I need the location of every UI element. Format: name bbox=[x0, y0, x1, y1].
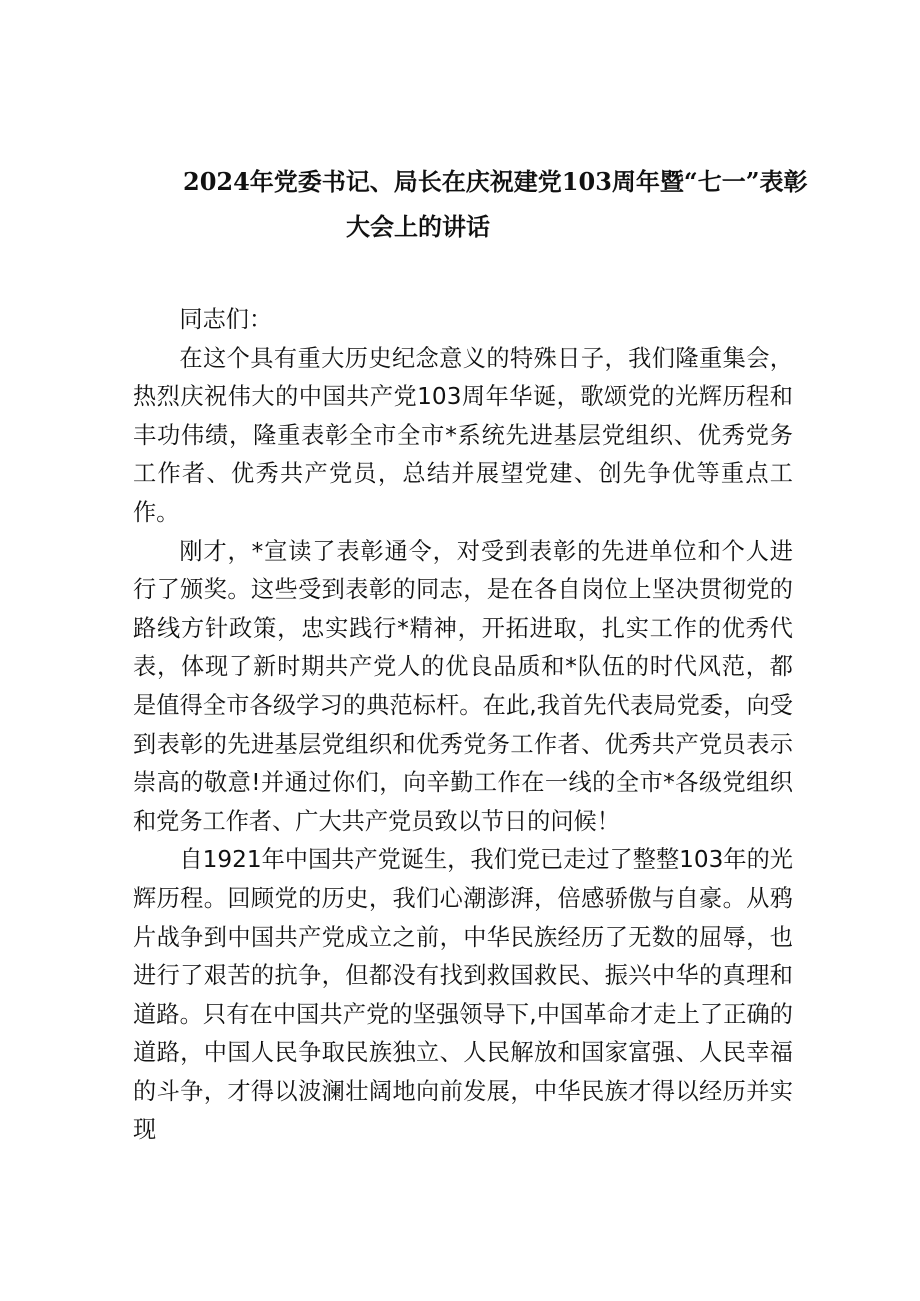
document-body bbox=[133, 301, 793, 1150]
paragraph-1: 在这个具有重大历史纪念意义的特殊日子，我们隆重集会，热烈庆祝伟大的中国共产党103周年华诞，歌颂党的光辉历程和丰功伟绩，隆重表彰全市全市*系统先进基层党组织、优秀党务工作者、优秀共产党员，总结并展望党建、创先争优等重点工作。 bbox=[133, 344, 793, 526]
salutation: 同志们： bbox=[179, 306, 273, 333]
document-title-line-2: 大会上的讲话 bbox=[346, 212, 490, 241]
paragraph-2: 刚才，*宣读了表彰通令，对受到表彰的先进单位和个人进行了颁奖。这些受到表彰的同志，是在各自岗位上坚决贯彻党的路线方针政策，忠实践行*精神，开拓进取，扎实工作的优秀代表，体现了新时期共产党人的优良品质和*队伍的时代风范，都是值得全市各级学习的典范标杆。在此,我首先代表局党委，向受到表彰的先进基层党组织和优秀党务工作者、优秀共产党员表示崇高的敬意!并通过你们，向辛勤工作在一线的全市*各级党组织和党务工作者、广大共产党员致以节日的问候！ bbox=[133, 537, 793, 835]
paragraph-3: 自1921年中国共产党诞生，我们党已走过了整整103年的光辉历程。回顾党的历史，我们心潮澎湃，倍感骄傲与自豪。从鸦片战争到中国共产党成立之前，中华民族经历了无数的屈辱，也进行了艰苦的抗争，但都没有找到救国救民、振兴中华的真理和道路。只有在中国共产党的坚强领导下,中国革命才走上了正确的道路，中国人民争取民族独立、人民解放和国家富强、人民幸福的斗争，才得以波澜壮阔地向前发展，中华民族才得以经历并实现 bbox=[133, 846, 793, 1144]
document-title-line-1: 2024年党委书记、局长在庆祝建党103周年暨“七一”表彰 bbox=[183, 167, 808, 196]
